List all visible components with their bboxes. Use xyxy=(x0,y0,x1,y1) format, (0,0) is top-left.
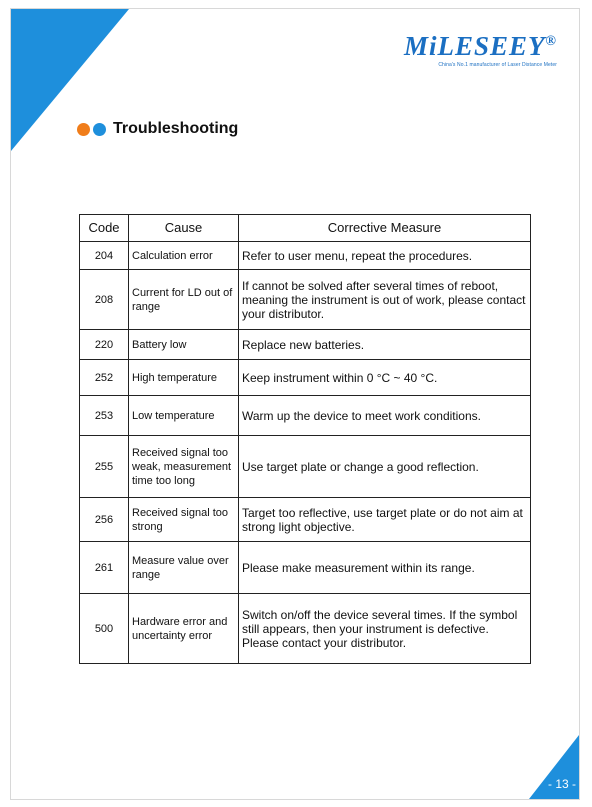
corrective-measure: Use target plate or change a good reflection. xyxy=(239,436,531,498)
brand-logo-text: MiLESEEY xyxy=(403,31,546,61)
error-cause: Battery low xyxy=(129,330,239,360)
section-heading xyxy=(77,120,238,138)
table-row xyxy=(80,594,531,664)
error-code: 256 xyxy=(80,498,129,542)
corrective-measure: Please make measurement within its range. xyxy=(239,542,531,594)
error-code: 220 xyxy=(80,330,129,360)
page-number: - 13 - xyxy=(547,777,576,791)
error-cause: Calculation error xyxy=(129,242,239,270)
error-cause: High temperature xyxy=(129,360,239,396)
blue-dot-icon xyxy=(93,123,106,136)
page xyxy=(10,8,580,800)
orange-dot-icon xyxy=(77,123,90,136)
error-code: 208 xyxy=(80,270,129,330)
error-code: 261 xyxy=(80,542,129,594)
table-row xyxy=(80,330,531,360)
section-title: Troubleshooting xyxy=(113,120,239,137)
table-row xyxy=(80,360,531,396)
error-cause: Low temperature xyxy=(129,396,239,436)
table-row xyxy=(80,270,531,330)
error-code: 253 xyxy=(80,396,129,436)
corrective-measure: Replace new batteries. xyxy=(239,330,531,360)
table-row xyxy=(80,396,531,436)
brand-tagline: China's No.1 manufacturer of Laser Distance Meter xyxy=(438,62,557,68)
table-row xyxy=(80,542,531,594)
brand-header xyxy=(404,27,557,68)
corrective-measure: Switch on/off the device several times. If the symbol still appears, then your instrument is defective. Please contact your distributor. xyxy=(239,594,531,664)
corrective-measure: Warm up the device to meet work conditions. xyxy=(239,396,531,436)
error-cause: Hardware error and uncertainty error xyxy=(129,594,239,664)
error-cause: Received signal too weak, measurement time too long xyxy=(129,436,239,498)
registered-mark: ® xyxy=(545,34,557,49)
error-cause: Current for LD out of range xyxy=(129,270,239,330)
troubleshooting-table xyxy=(79,214,531,664)
error-code: 500 xyxy=(80,594,129,664)
header-measure: Corrective Measure xyxy=(239,215,531,242)
header-code: Code xyxy=(80,215,129,242)
corrective-measure: Refer to user menu, repeat the procedures. xyxy=(239,242,531,270)
header-cause: Cause xyxy=(129,215,239,242)
error-code: 255 xyxy=(80,436,129,498)
corrective-measure: If cannot be solved after several times of reboot, meaning the instrument is out of work, please contact your distributor. xyxy=(239,270,531,330)
table-row xyxy=(80,436,531,498)
corrective-measure: Keep instrument within 0 °C ~ 40 °C. xyxy=(239,360,531,396)
table-header-row xyxy=(80,215,531,242)
error-code: 252 xyxy=(80,360,129,396)
error-code: 204 xyxy=(80,242,129,270)
error-cause: Measure value over range xyxy=(129,542,239,594)
error-cause: Received signal too strong xyxy=(129,498,239,542)
table-row xyxy=(80,498,531,542)
corrective-measure: Target too reflective, use target plate or do not aim at strong light objective. xyxy=(239,498,531,542)
table-row xyxy=(80,242,531,270)
brand-logo xyxy=(404,27,557,61)
